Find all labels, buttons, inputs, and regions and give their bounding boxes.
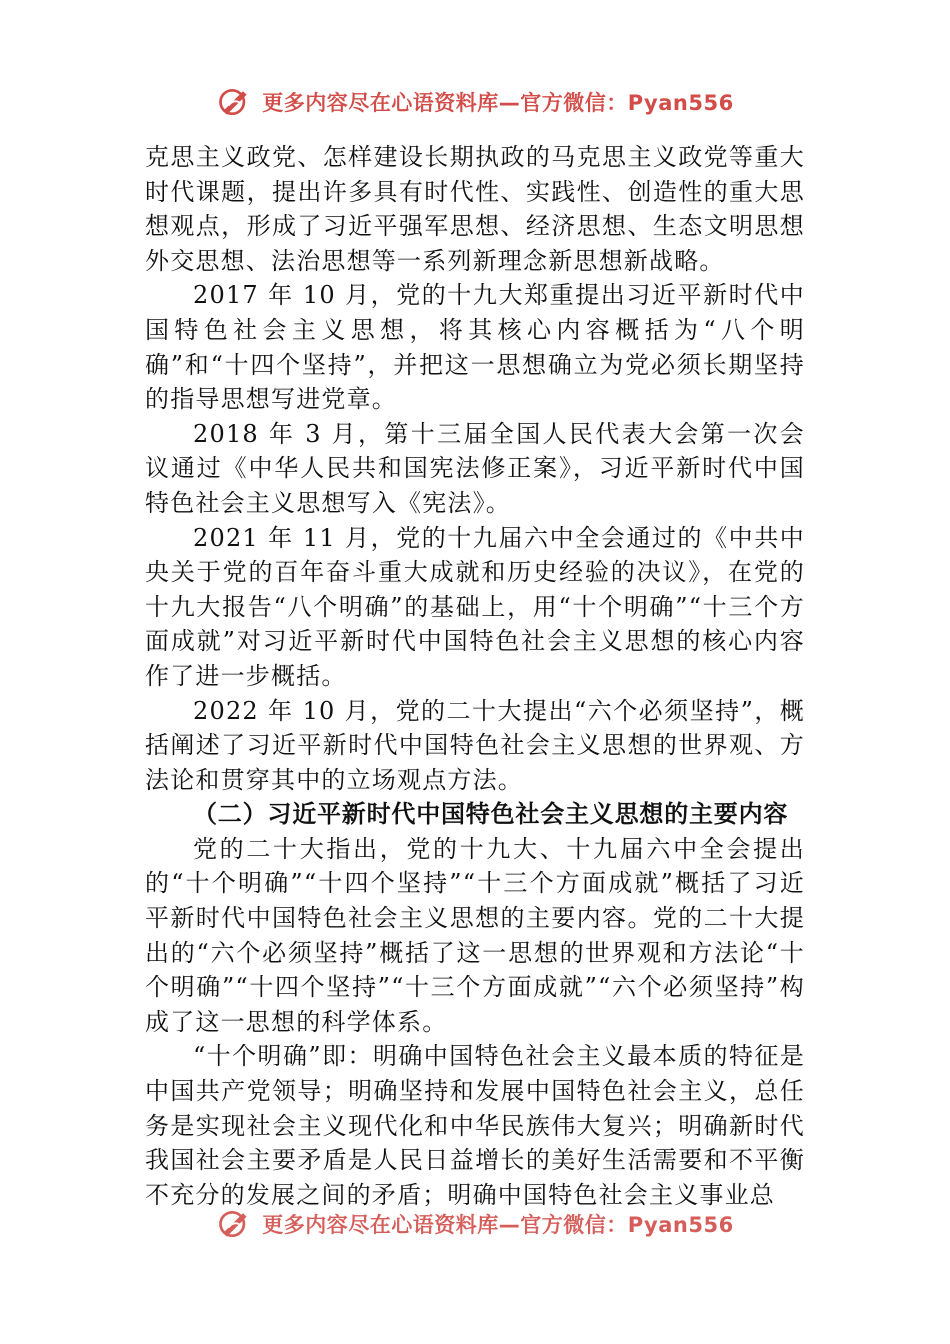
- paragraph-2017: 2017 年 10 月，党的十九大郑重提出习近平新时代中国特色社会主义思想，将其核心内容概括为“八个明确”和“十四个坚持”，并把这一思想确立为党必须长期坚持的指导思想写进党章。: [145, 281, 805, 414]
- pen-icon: [216, 1206, 252, 1242]
- watermark-header: [0, 82, 950, 122]
- watermark-text: 更多内容尽在心语资料库—官方微信：Pyan556: [262, 91, 734, 115]
- watermark-footer: [0, 1204, 950, 1244]
- paragraph-main-content: 党的二十大指出，党的十九大、十九届六中全会提出的“十个明确”“十四个坚持”“十三个方面成就”概括了习近平新时代中国特色社会主义思想的主要内容。党的二十大提出的“六个必须坚持”概括了这一思想的世界观和方法论“十个明确”“十四个坚持”“十三个方面成就”“六个必须坚持”构成了这一思想的科学体系。: [145, 834, 805, 1036]
- section-heading: （二）习近平新时代中国特色社会主义思想的主要内容: [193, 799, 789, 829]
- paragraph-2021: 2021 年 11 月，党的十九届六中全会通过的《中共中央关于党的百年奋斗重大成就和历史经验的决议》，在党的十九大报告“八个明确”的基础上，用“十个明确”“十三个方面成就”对习近平新时代中国特色社会主义思想的核心内容作了进一步概括。: [145, 523, 805, 690]
- pen-icon: [216, 84, 252, 120]
- paragraph-2018: 2018 年 3 月，第十三届全国人民代表大会第一次会议通过《中华人民共和国宪法修正案》，习近平新时代中国特色社会主义思想写入《宪法》。: [145, 419, 805, 517]
- document-body: [145, 140, 805, 1212]
- paragraph-ten-clarifications: “十个明确”即：明确中国特色社会主义最本质的特征是中国共产党领导；明确坚持和发展中国特色社会主义，总任务是实现社会主义现代化和中华民族伟大复兴；明确新时代我国社会主要矛盾是人民日益增长的美好生活需要和不平衡不充分的发展之间的矛盾；明确中国特色社会主义事业总: [145, 1042, 805, 1209]
- paragraph-1: 克思主义政党、怎样建设长期执政的马克思主义政党等重大时代课题，提出许多具有时代性、实践性、创造性的重大思想观点，形成了习近平强军思想、经济思想、生态文明思想外交思想、法治思想等一系列新理念新思想新战略。: [145, 143, 805, 275]
- paragraph-2022: 2022 年 10 月，党的二十大提出“六个必须坚持”，概括阐述了习近平新时代中国特色社会主义思想的世界观、方法论和贯穿其中的立场观点方法。: [145, 696, 805, 794]
- watermark-text: 更多内容尽在心语资料库—官方微信：Pyan556: [262, 1213, 734, 1237]
